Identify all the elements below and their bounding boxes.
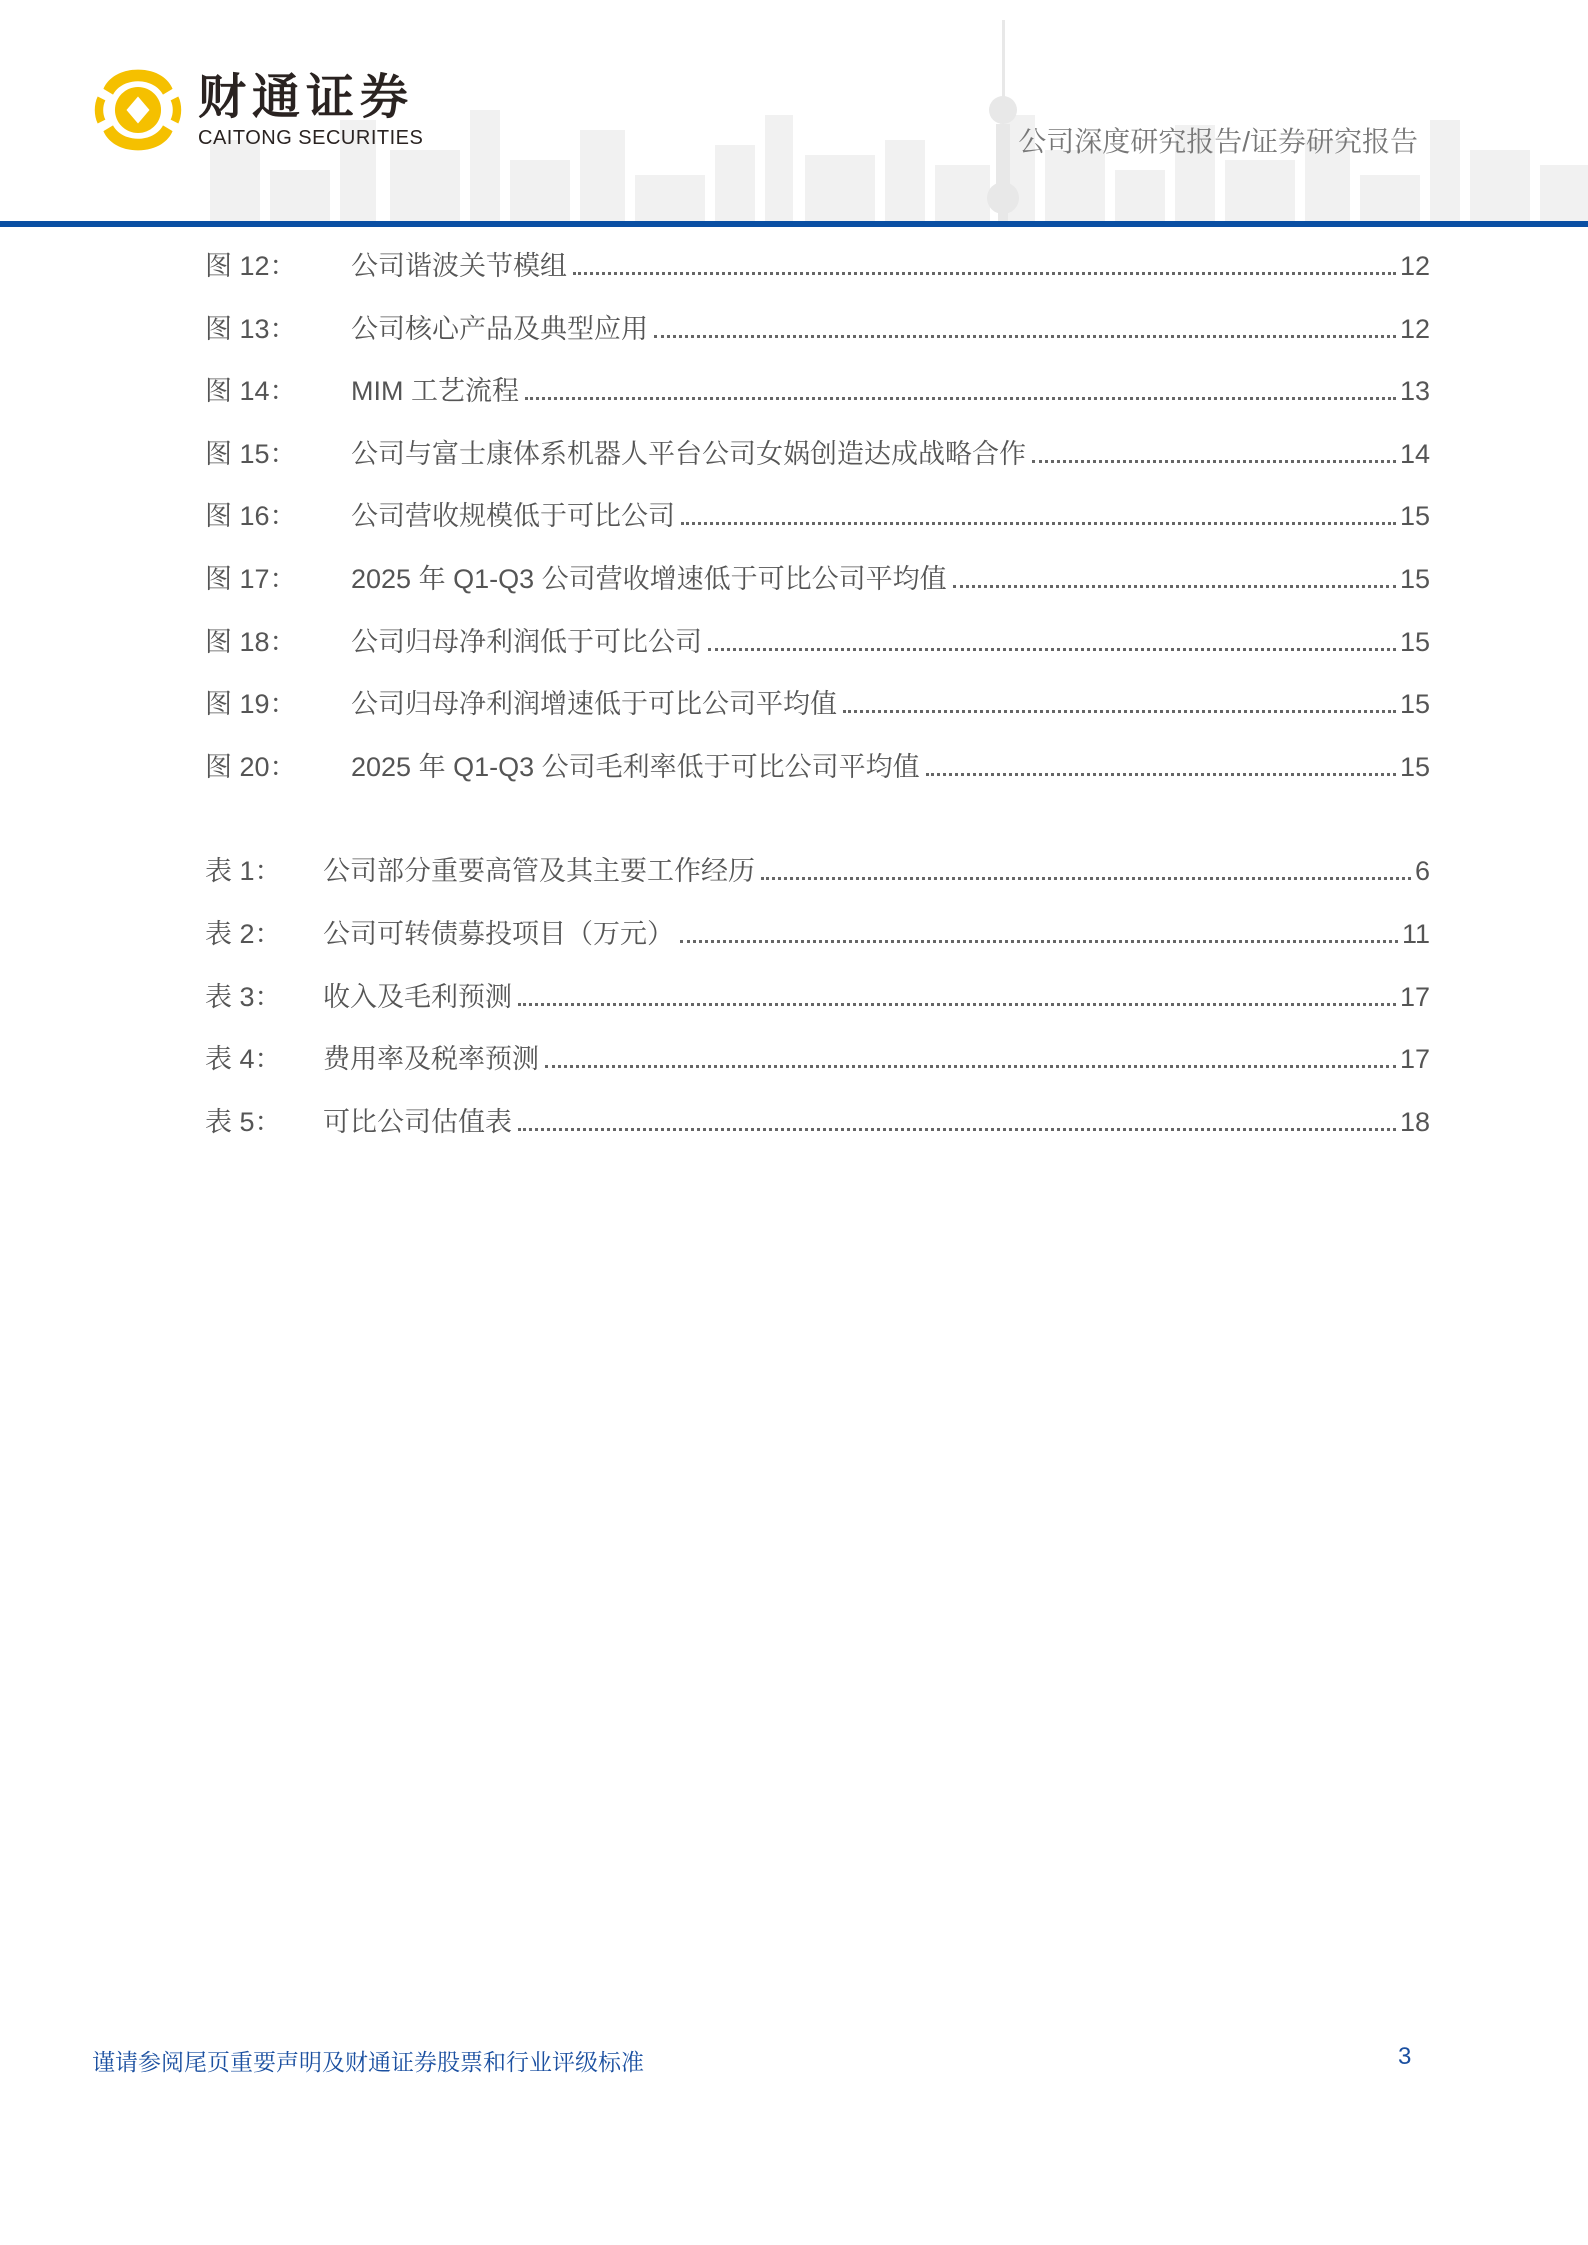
entry-title: 公司营收规模低于可比公司 [351,501,675,532]
entry-title: 可比公司估值表 [323,1106,512,1137]
table-of-contents [205,244,1430,1162]
header-divider [0,221,1588,227]
entry-label: 表 1： [205,856,282,887]
dot-leader [681,521,1396,525]
entry-label: 图 15： [205,438,297,469]
dot-leader [573,271,1396,275]
entry-title: 公司核心产品及典型应用 [351,313,648,344]
caitong-logo-icon [90,62,186,158]
toc-table-entry[interactable] [205,975,1430,1038]
toc-figure-entry[interactable] [205,494,1430,557]
footer-disclaimer: 谨请参阅尾页重要声明及财通证券股票和行业评级标准 [92,2049,644,2075]
entry-label: 表 2： [205,918,282,949]
toc-figure-entry[interactable] [205,620,1430,683]
entry-page: 13 [1399,376,1430,407]
entry-page: 15 [1399,689,1430,720]
dot-leader [518,1127,1396,1131]
entry-label: 表 3： [205,981,282,1012]
report-type-label: 公司深度研究报告/证券研究报告 [1018,126,1418,157]
dot-leader [680,939,1398,943]
entry-title: 公司谐波关节模组 [351,251,567,281]
toc-figure-entry[interactable] [205,745,1430,808]
dot-leader [545,1064,1396,1068]
dot-leader [1032,459,1396,463]
entry-label: 图 12： [205,251,297,281]
brand-logo [90,62,423,158]
dot-leader [518,1002,1396,1006]
entry-page: 15 [1399,563,1430,594]
entry-title: 费用率及税率预测 [323,1044,539,1075]
entry-title: 公司归母净利润低于可比公司 [351,626,702,657]
section-gap [205,807,1430,849]
toc-figure-entry[interactable] [205,557,1430,620]
dot-leader [953,584,1396,588]
entry-label: 图 20： [205,751,297,782]
entry-page: 11 [1401,918,1430,949]
entry-page: 15 [1399,501,1430,532]
page-number: 3 [1398,2043,1412,2070]
toc-table-entry[interactable] [205,849,1430,912]
entry-title: 2025 年 Q1-Q3 公司营收增速低于可比公司平均值 [351,563,947,594]
toc-figure-entry[interactable] [205,682,1430,745]
brand-name-en: CAITONG SECURITIES [198,127,424,149]
dot-leader [654,334,1396,338]
entry-title: 公司与富士康体系机器人平台公司女娲创造达成战略合作 [351,438,1026,469]
entry-label: 图 16： [205,501,297,532]
toc-figure-entry[interactable] [205,307,1430,370]
entry-page: 17 [1399,981,1430,1012]
entry-label: 图 19： [205,689,297,720]
dot-leader [926,772,1396,776]
entry-title: MIM 工艺流程 [351,376,519,407]
entry-page: 12 [1399,313,1430,344]
entry-page: 14 [1399,438,1430,469]
entry-page: 12 [1399,251,1430,281]
entry-label: 表 5： [205,1106,282,1137]
entry-label: 图 17： [205,563,297,594]
toc-figure-entry[interactable] [205,244,1430,307]
dot-leader [708,647,1396,651]
dot-leader [525,396,1396,400]
entry-page: 15 [1399,751,1430,782]
entry-label: 图 14： [205,376,297,407]
entry-title: 公司归母净利润增速低于可比公司平均值 [351,689,837,720]
toc-table-entry[interactable] [205,1100,1430,1163]
entry-title: 收入及毛利预测 [323,981,512,1012]
entry-label: 图 18： [205,626,297,657]
entry-title: 2025 年 Q1-Q3 公司毛利率低于可比公司平均值 [351,751,920,782]
toc-figure-entry[interactable] [205,369,1430,432]
entry-page: 18 [1399,1106,1430,1137]
toc-table-entry[interactable] [205,1037,1430,1100]
entry-title: 公司可转债募投项目（万元） [323,918,674,949]
entry-title: 公司部分重要高管及其主要工作经历 [323,856,755,887]
entry-page: 15 [1399,626,1430,657]
brand-name-cn: 财通证券 [198,69,415,125]
dot-leader [761,876,1411,880]
entry-label: 图 13： [205,313,297,344]
page-header [0,0,1588,226]
toc-table-entry[interactable] [205,912,1430,975]
entry-label: 表 4： [205,1044,282,1075]
entry-page: 6 [1414,856,1430,887]
toc-figure-entry[interactable] [205,432,1430,495]
dot-leader [843,709,1396,713]
entry-page: 17 [1399,1044,1430,1075]
